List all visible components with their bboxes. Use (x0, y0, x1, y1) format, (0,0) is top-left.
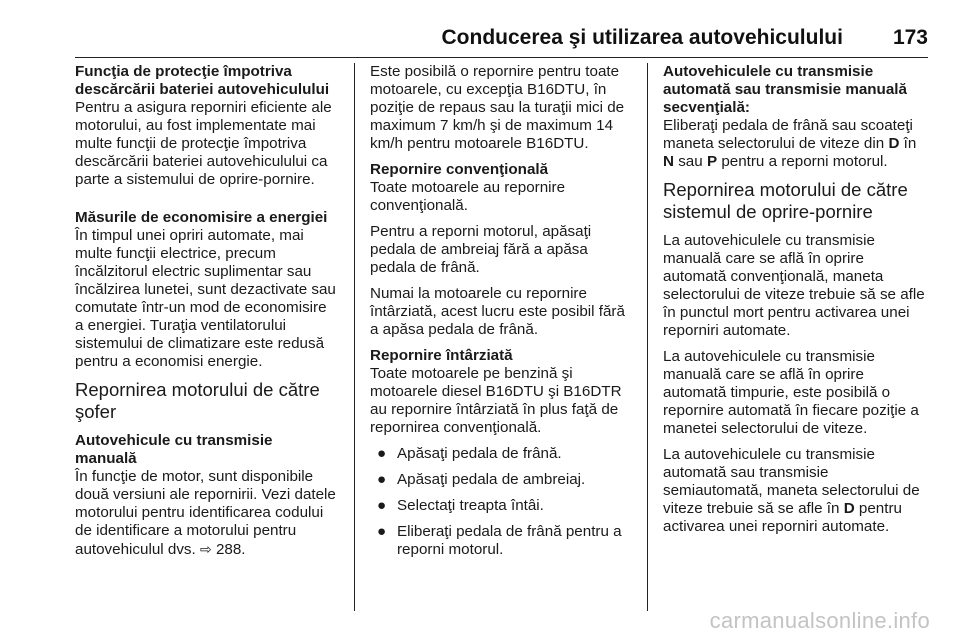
driver-restart-heading: Repornirea motorului de către şofer (75, 379, 320, 422)
system-restart-heading: Repornirea motorului de către sistemul de oprire-pornire (663, 179, 908, 222)
manual-transmission-body: În funcţie de motor, sunt disponibile două versiuni ale repornirii. Vezi datele motorului pentru identificarea codului de identificare a motorului pentru autovehiculul dvs. (75, 468, 336, 558)
energy-saving-text: În timpul unei opriri automate, mai multe funcţii electrice, precum încălzitorul electric suplimentar sau încălzirea lunetei, sunt dezactivate sau comutate într-un mod de economisire a energiei. Turaţia ventilatorului sistemului de climatizare este redusă pentru a economisi energie. (75, 227, 336, 370)
delayed-engines-note: Numai la motoarele cu repornire întârziată, acest lucru este posibil fără a apăsa pedala de frână. (370, 285, 625, 338)
bullet-icon: ● (377, 497, 387, 514)
automatic-restart-text: La autovehiculele cu transmisie automată sau transmisie semiautomată, maneta selectorului de viteze trebuie să se afle în D pentru activarea unei reporniri automate. (663, 446, 920, 535)
energy-saving-heading: Măsurile de economisire a energiei (75, 209, 328, 226)
column-middle (370, 63, 632, 567)
delayed-restart-text: Toate motoarele pe benzină şi motoarele diesel B16DTU şi B16DTR au repornire întârziată în plus faţă de repornirea convenţională. (370, 365, 622, 436)
list-item: ● Apăsaţi pedala de frână. (377, 445, 562, 462)
page-reference[interactable]: 288. (215, 541, 246, 558)
column-divider-2 (647, 63, 648, 611)
bullet-icon: ● (377, 445, 387, 462)
page-number: 173 (892, 26, 928, 49)
header-rule (75, 57, 928, 58)
bullet-icon: ● (377, 471, 387, 488)
automatic-transmission-heading: Autovehiculele cu transmisie automată sau transmisie manuală secvenţială: (663, 63, 907, 116)
restart-conditions-text: Este posibilă o repornire pentru toate motoarele, cu excepţia B16DTU, în poziţie de repaus sau la turaţii mici de maximum 7 km/h şi de maximum 14 km/h pentru motoarele B16DTU. (370, 63, 625, 152)
delayed-restart-steps (370, 445, 632, 559)
manual-transmission-heading: Autovehicule cu transmisie manuală (75, 432, 273, 467)
manual-conventional-stop-text: La autovehiculele cu transmisie manuală care se află în oprire automată convenţională, maneta selectorului de viteze trebuie să se afle în punctul mort pentru activarea unei reporniri automate. (663, 232, 925, 339)
bullet-icon: ● (377, 523, 387, 540)
chapter-title: Conducerea şi utilizarea autovehiculului (441, 26, 843, 49)
column-left (75, 63, 337, 567)
watermark: carmanualsonline.info (709, 608, 930, 633)
delayed-restart-heading: Repornire întârziată (370, 347, 513, 364)
battery-protection-text: Pentru a asigura reporniri eficiente ale motorului, au fost implementate mai multe funcţii de protecţie împotriva descărcării bateriei autovehiculului ca parte a sistemului de oprire-pornire. (75, 99, 332, 188)
manual-transmission-text (75, 468, 337, 559)
list-item: ● Selectaţi treapta întâi. (377, 497, 544, 514)
conventional-restart-heading: Repornire convenţională (370, 161, 549, 178)
battery-protection-heading: Funcţia de protecţie împotriva descărcării bateriei autovehiculului (75, 63, 330, 98)
page-reference-arrow-icon: ⇨ (199, 541, 212, 557)
conventional-restart-text: Toate motoarele au repornire convenţională. (370, 179, 566, 214)
page-header (75, 26, 928, 50)
column-divider-1 (354, 63, 355, 611)
list-item: ● Apăsaţi pedala de ambreiaj. (377, 471, 586, 488)
automatic-transmission-text: Eliberaţi pedala de frână sau scoateţi maneta selectorului de viteze din D în N sau P pentru a reporni motorul. (663, 117, 917, 170)
restart-instruction-text: Pentru a reporni motorul, apăsaţi pedala de ambreiaj fără a apăsa pedala de frână. (370, 223, 592, 276)
column-right (663, 63, 925, 544)
manual-early-stop-text: La autovehiculele cu transmisie manuală care se află în oprire automată timpurie, este posibilă o repornire automată în fiecare poziţie a manetei selectorului de viteze. (663, 348, 919, 437)
list-item: ● Eliberaţi pedala de frână pentru a reporni motorul. (377, 523, 622, 558)
